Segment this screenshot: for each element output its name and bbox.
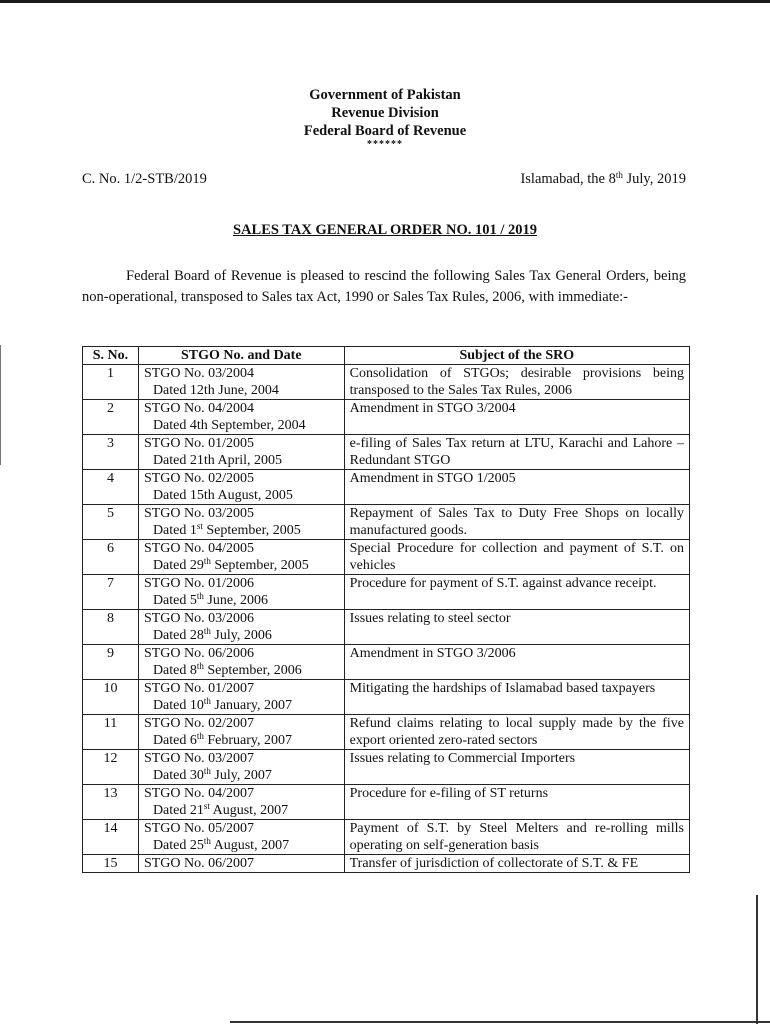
row-sno: 15 <box>83 855 139 873</box>
row-stgo <box>138 645 344 680</box>
row-date-post: August, 2007 <box>210 838 290 853</box>
row-stgo-number: STGO No. 03/2004 <box>143 366 254 381</box>
row-subject: Procedure for payment of S.T. against advance receipt. <box>344 575 689 610</box>
row-date-pre: Dated 21 <box>152 803 204 818</box>
row-stgo-number: STGO No. 01/2006 <box>143 576 254 591</box>
row-stgo-date <box>144 697 339 714</box>
row-date-post: June, 2006 <box>203 593 269 608</box>
row-date-pre: Dated 29 <box>152 558 204 573</box>
row-stgo <box>138 820 344 855</box>
table-row <box>83 785 690 820</box>
row-subject: Amendment in STGO 3/2004 <box>344 400 689 435</box>
table-row <box>83 575 690 610</box>
row-date-sup: th <box>203 836 211 846</box>
row-stgo-number: STGO No. 02/2007 <box>143 716 254 731</box>
row-sno: 7 <box>83 575 139 610</box>
row-stgo-number: STGO No. 03/2007 <box>143 751 254 766</box>
table-row <box>83 820 690 855</box>
row-sno: 1 <box>83 365 139 400</box>
table-row <box>83 400 690 435</box>
table-row <box>83 855 690 873</box>
row-stgo-date <box>144 592 339 609</box>
row-date-pre: Dated 4th September, 2004 <box>152 418 306 433</box>
row-stgo-date <box>144 627 339 644</box>
date-suffix-sup: th <box>615 170 623 180</box>
row-sno: 4 <box>83 470 139 505</box>
row-sno: 13 <box>83 785 139 820</box>
row-sno: 6 <box>83 540 139 575</box>
row-stgo <box>138 855 344 873</box>
table-row <box>83 645 690 680</box>
row-sno: 8 <box>83 610 139 645</box>
row-stgo <box>138 400 344 435</box>
reference-number: C. No. 1/2-STB/2019 <box>82 171 207 187</box>
row-stgo-number: STGO No. 03/2006 <box>143 611 254 626</box>
row-stgo-date <box>144 382 339 399</box>
row-stgo <box>138 610 344 645</box>
row-subject: Amendment in STGO 1/2005 <box>344 470 689 505</box>
row-subject: Mitigating the hardships of Islamabad based taxpayers <box>344 680 689 715</box>
row-date-pre: Dated 1 <box>152 523 197 538</box>
row-stgo-date <box>144 487 339 504</box>
row-date-pre: Dated 8 <box>152 663 197 678</box>
row-date-pre: Dated 28 <box>152 628 204 643</box>
row-stgo-date <box>144 837 339 854</box>
row-date-pre: Dated 25 <box>152 838 204 853</box>
row-date-post: July, 2007 <box>210 768 272 783</box>
row-date-pre: Dated 30 <box>152 768 204 783</box>
row-stgo-date <box>144 417 339 434</box>
row-subject: Issues relating to steel sector <box>344 610 689 645</box>
table-row <box>83 750 690 785</box>
rescinded-orders-table <box>82 346 690 873</box>
row-subject: Special Procedure for collection and payment of S.T. on vehicles <box>344 540 689 575</box>
row-stgo <box>138 540 344 575</box>
header-sno: S. No. <box>83 347 139 365</box>
row-date-sup: st <box>196 521 203 531</box>
table-row <box>83 540 690 575</box>
row-stgo <box>138 470 344 505</box>
row-sno: 11 <box>83 715 139 750</box>
row-stgo-date <box>144 767 339 784</box>
scan-right-edge <box>756 895 758 1024</box>
row-stgo-number: STGO No. 04/2007 <box>143 786 254 801</box>
row-stgo-date <box>144 662 339 679</box>
row-stgo <box>138 365 344 400</box>
table-row <box>83 470 690 505</box>
letterhead-division: Revenue Division <box>331 105 439 121</box>
row-sno: 9 <box>83 645 139 680</box>
row-subject: Refund claims relating to local supply made by the five export oriented zero-rated sectors <box>344 715 689 750</box>
row-date-sup: st <box>203 801 210 811</box>
letterhead-stars: ****** <box>367 139 403 150</box>
row-subject: e-filing of Sales Tax return at LTU, Karachi and Lahore – Redundant STGO <box>344 435 689 470</box>
row-date-sup: th <box>196 731 204 741</box>
scan-bottom-edge <box>230 1021 770 1023</box>
row-date-pre: Dated 21th April, 2005 <box>152 453 283 468</box>
row-stgo-date <box>144 802 339 819</box>
row-subject: Repayment of Sales Tax to Duty Free Shops on locally manufactured goods. <box>344 505 689 540</box>
row-date-sup: th <box>203 626 211 636</box>
row-stgo-date <box>144 452 339 469</box>
row-subject: Consolidation of STGOs; desirable provisions being transposed to the Sales Tax Rules, 2006 <box>344 365 689 400</box>
row-stgo-date <box>144 557 339 574</box>
row-date-post: August, 2007 <box>209 803 289 818</box>
row-sno: 5 <box>83 505 139 540</box>
row-stgo-date <box>144 732 339 749</box>
header-stgo: STGO No. and Date <box>138 347 344 365</box>
letterhead-government: Government of Pakistan <box>309 87 461 103</box>
date-line <box>520 171 686 188</box>
row-stgo <box>138 505 344 540</box>
row-stgo-number: STGO No. 06/2006 <box>143 646 254 661</box>
row-stgo <box>138 680 344 715</box>
row-stgo-number: STGO No. 04/2005 <box>143 541 254 556</box>
row-stgo <box>138 575 344 610</box>
scan-left-edge <box>0 345 1 465</box>
row-date-post: July, 2006 <box>210 628 272 643</box>
header-subject: Subject of the SRO <box>344 347 689 365</box>
row-sno: 12 <box>83 750 139 785</box>
table-row <box>83 505 690 540</box>
row-date-pre: Dated 10 <box>152 698 204 713</box>
row-date-post: September, 2006 <box>203 663 302 678</box>
row-subject: Amendment in STGO 3/2006 <box>344 645 689 680</box>
row-stgo-date <box>144 522 339 539</box>
row-date-sup: th <box>196 591 204 601</box>
row-stgo <box>138 785 344 820</box>
row-sno: 14 <box>83 820 139 855</box>
table-row <box>83 435 690 470</box>
row-stgo-number: STGO No. 05/2007 <box>143 821 254 836</box>
date-prefix: Islamabad, the 8 <box>520 171 616 187</box>
table-row <box>83 680 690 715</box>
row-date-sup: th <box>203 696 211 706</box>
row-date-post: September, 2005 <box>210 558 309 573</box>
order-title: SALES TAX GENERAL ORDER NO. 101 / 2019 <box>232 222 538 238</box>
row-stgo <box>138 750 344 785</box>
row-subject: Payment of S.T. by Steel Melters and re-rolling mills operating on self-generation basis <box>344 820 689 855</box>
row-date-pre: Dated 5 <box>152 593 197 608</box>
row-date-post: February, 2007 <box>203 733 293 748</box>
row-stgo <box>138 715 344 750</box>
row-date-sup: th <box>196 661 204 671</box>
row-date-pre: Dated 12th June, 2004 <box>152 383 279 398</box>
row-subject: Transfer of jurisdiction of collectorate of S.T. & FE <box>344 855 689 873</box>
order-paragraph: Federal Board of Revenue is pleased to rescind the following Sales Tax General Orders, being non-operational, transposed to Sales tax Act, 1990 or Sales Tax Rules, 2006, with immediate:- <box>82 268 686 305</box>
row-date-pre: Dated 6 <box>152 733 197 748</box>
row-stgo-number: STGO No. 04/2004 <box>143 401 254 416</box>
row-stgo-number: STGO No. 01/2005 <box>143 436 254 451</box>
date-rest: July, 2019 <box>622 171 686 187</box>
row-stgo-number: STGO No. 02/2005 <box>143 471 254 486</box>
row-stgo-number: STGO No. 03/2005 <box>143 506 254 521</box>
row-sno: 2 <box>83 400 139 435</box>
table-row <box>83 365 690 400</box>
row-sno: 3 <box>83 435 139 470</box>
row-stgo-number: STGO No. 01/2007 <box>143 681 254 696</box>
row-stgo <box>138 435 344 470</box>
row-subject: Procedure for e-filing of ST returns <box>344 785 689 820</box>
row-sno: 10 <box>83 680 139 715</box>
row-date-post: January, 2007 <box>210 698 293 713</box>
row-date-pre: Dated 15th August, 2005 <box>152 488 293 503</box>
row-stgo-number: STGO No. 06/2007 <box>143 856 254 871</box>
letterhead <box>0 86 770 150</box>
table-row <box>83 715 690 750</box>
table-row <box>83 610 690 645</box>
row-date-sup: th <box>203 556 211 566</box>
table-header-row <box>83 347 690 365</box>
row-subject: Issues relating to Commercial Importers <box>344 750 689 785</box>
letterhead-board: Federal Board of Revenue <box>303 123 467 139</box>
row-date-sup: th <box>203 766 211 776</box>
row-date-post: September, 2005 <box>202 523 301 538</box>
scan-top-edge <box>0 0 770 3</box>
